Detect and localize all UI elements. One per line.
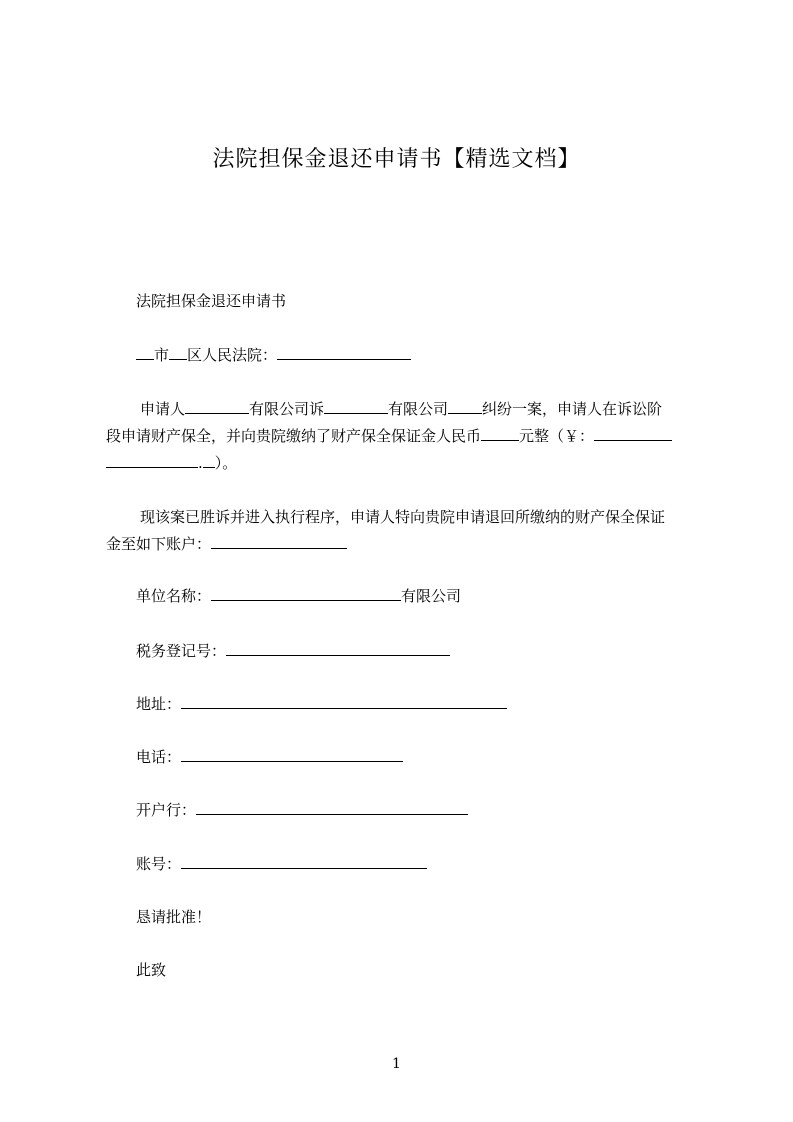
amount-words-blank (481, 426, 519, 441)
amount-cents-blank (203, 453, 215, 468)
para1-line1 (140, 399, 662, 419)
bank-field (136, 800, 468, 820)
document-title: 法院担保金退还申请书【精选文档】 (212, 147, 581, 172)
city-suffix: 市 (154, 346, 170, 364)
page-number: 1 (392, 1056, 401, 1072)
applicant-blank (185, 399, 249, 414)
para1-yuan-text: 元整（￥： (519, 427, 595, 445)
account-intro-blank (211, 534, 347, 549)
letter-heading: 法院担保金退还申请书 (136, 292, 287, 310)
tax-number-label: 税务登记号： (136, 642, 227, 660)
amount-figure-blank-1 (594, 426, 672, 441)
addressee-line (136, 345, 411, 365)
account-label: 账号： (136, 855, 182, 873)
bank-blank (196, 800, 468, 815)
city-blank (136, 345, 154, 360)
phone-blank (181, 747, 403, 762)
request-approval: 恳请批准！ (136, 908, 212, 926)
para2-line2 (106, 534, 347, 554)
para1-line2 (106, 426, 672, 446)
account-field (136, 854, 427, 874)
account-blank (181, 854, 427, 869)
para1-applicant-label: 申请人 (140, 400, 186, 418)
unit-name-label: 单位名称： (136, 587, 212, 605)
para1-sues-text: 有限公司诉 (249, 400, 325, 418)
court-name: 区人民法院： (187, 346, 278, 364)
defendant-blank (324, 399, 388, 414)
para1-preservation-text: 段申请财产保全，并向贵院缴纳了财产保全保证金人民币 (106, 427, 482, 445)
amount-figure-blank-2 (106, 453, 198, 468)
para1-line3 (106, 453, 237, 473)
district-blank (169, 345, 187, 360)
salutation: 此致 (136, 961, 167, 979)
para1-dispute-text: 纠纷一案，申请人在诉讼阶 (482, 400, 663, 418)
unit-suffix: 有限公司 (401, 587, 462, 605)
dispute-blank (448, 399, 482, 414)
bank-label: 开户行： (136, 801, 197, 819)
address-blank (181, 694, 507, 709)
para2-account-text: 金至如下账户： (106, 535, 212, 553)
para2-line1: 现该案已胜诉并进入执行程序，申请人特向贵院申请退回所缴纳的财产保全保证 (140, 508, 666, 526)
para1-closing-text: ）。 (214, 454, 238, 472)
phone-label: 电话： (136, 748, 182, 766)
unit-name-blank (211, 586, 401, 601)
para1-company-text: 有限公司 (388, 400, 449, 418)
address-field (136, 694, 507, 714)
unit-name-field (136, 586, 461, 606)
decimal-point: . (198, 454, 203, 472)
tax-number-blank (226, 641, 450, 656)
address-label: 地址： (136, 695, 182, 713)
tax-number-field (136, 641, 450, 661)
court-blank (277, 345, 411, 360)
phone-field (136, 747, 403, 767)
